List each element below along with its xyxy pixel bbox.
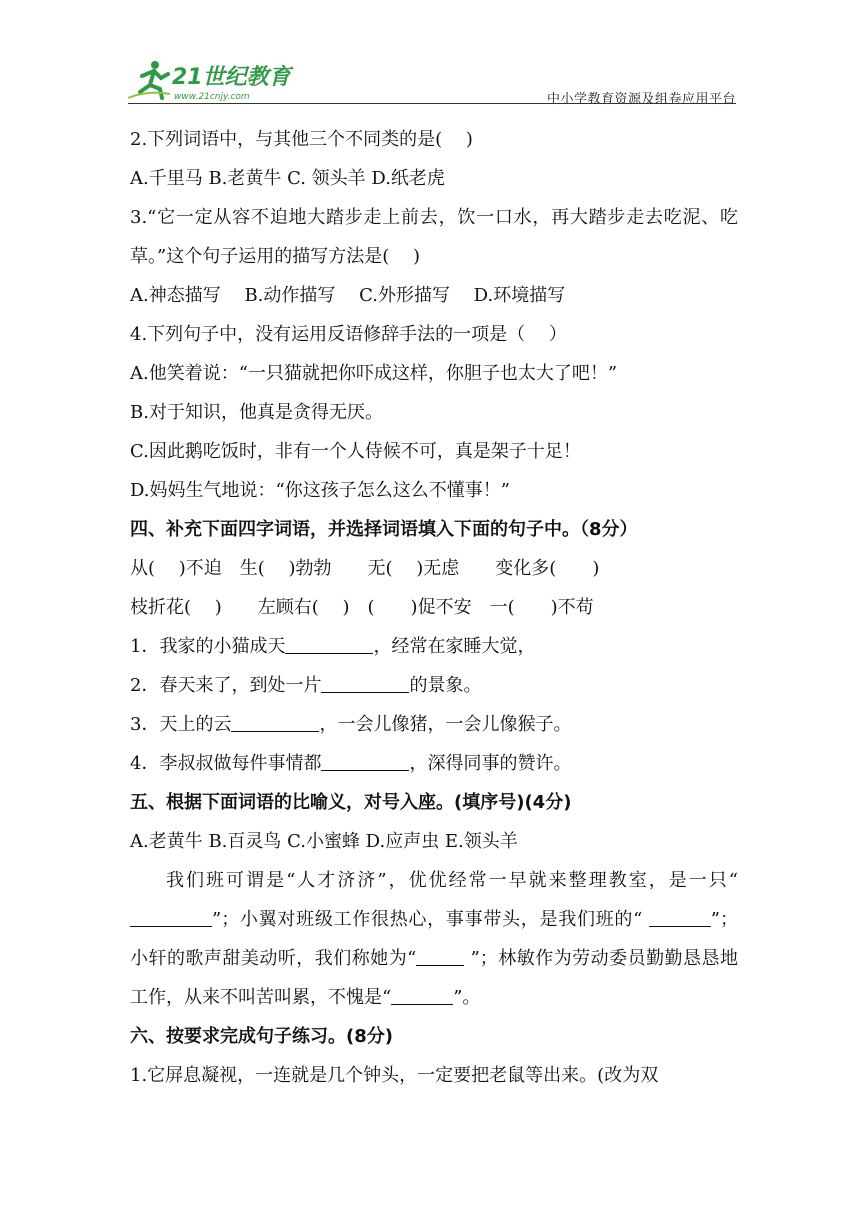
section-4-sentence-2: 2．春天来了，到处一片 的景象。 xyxy=(130,666,738,705)
answer-blank[interactable] xyxy=(285,633,373,654)
section-4-words-row2: 枝折花( ) 左顾右( ) ( )促不安 一( )不苟 xyxy=(130,597,594,618)
section-6-title: 六、按要求完成句子练习。(8分) xyxy=(130,1026,393,1047)
logo-text: 21世纪教育 xyxy=(172,65,291,90)
answer-blank[interactable] xyxy=(649,906,711,927)
logo-url: www.21cnjy.com xyxy=(174,92,250,102)
header-platform-text: 中小学教育资源及组卷应用平台 xyxy=(546,92,736,107)
section-5-paragraph: 我们班可谓是“人才济济”，优优经常一早就来整理教室，是一只“”；小翼对班级工作很热心，事事带头，是我们班的“ ”；小轩的歌声甜美动听，我们称她为“ ”；林敏作为劳动委员勤勤恳恳地工作，从来不叫苦叫累，不愧是“ ”。 xyxy=(130,870,738,1008)
section-4-title: 四、补充下面四字词语，并选择词语填入下面的句子中。（8分） xyxy=(130,519,638,540)
section-4-sentence-3: 3．天上的云 ，一会儿像猪，一会儿像猴子。 xyxy=(130,705,738,744)
answer-blank[interactable] xyxy=(321,672,409,693)
page-header xyxy=(128,56,736,106)
logo-21cnjy xyxy=(128,56,298,104)
answer-blank[interactable] xyxy=(416,945,464,966)
section-5-options: A.老黄牛 B.百灵鸟 C.小蜜蜂 D.应声虫 E.领头羊 xyxy=(130,831,518,852)
section-4-words-row1: 从( )不迫 生( )勃勃 无( )无虑 变化多( ) xyxy=(130,558,600,579)
header-divider xyxy=(128,103,736,104)
q4-option-a: A.他笑着说：“一只猫就把你吓成这样，你胆子也太大了吧！” xyxy=(130,363,618,384)
answer-blank[interactable] xyxy=(321,750,409,771)
section-4-sentence-1: 1．我家的小猫成天 ，经常在家睡大觉， xyxy=(130,627,738,666)
q4-option-b: B.对于知识，他真是贪得无厌。 xyxy=(130,402,383,423)
q2-options: A.千里马 B.老黄牛 C. 领头羊 D.纸老虎 xyxy=(130,168,445,189)
answer-blank[interactable] xyxy=(391,984,453,1005)
q3-stem: 3.“它一定从容不迫地大踏步走上前去，饮一口水，再大踏步走去吃泥、吃草。”这个句子运用的描写方法是( ) xyxy=(130,207,738,267)
exam-content xyxy=(130,120,738,1095)
q4-option-c: C.因此鹅吃饭时，非有一个人侍候不可，真是架子十足！ xyxy=(130,441,581,462)
section-5-title: 五、根据下面词语的比喻义，对号入座。(填序号)(4分) xyxy=(130,792,572,813)
q2-stem: 2.下列词语中，与其他三个不同类的是( ) xyxy=(130,129,473,150)
section-6-q1: 1.它屏息凝视，一连就是几个钟头，一定要把老鼠等出来。(改为双 xyxy=(130,1065,659,1086)
q4-option-d: D.妈妈生气地说：“你这孩子怎么这么不懂事！” xyxy=(130,480,510,501)
q4-stem: 4.下列句子中，没有运用反语修辞手法的一项是（ ） xyxy=(130,324,567,345)
section-4-sentence-4: 4．李叔叔做每件事情都 ，深得同事的赞许。 xyxy=(130,744,738,783)
answer-blank[interactable] xyxy=(231,711,319,732)
q3-options: A.神态描写 B.动作描写 C.外形描写 D.环境描写 xyxy=(130,285,566,306)
answer-blank[interactable] xyxy=(130,906,212,927)
running-figure-icon xyxy=(128,61,170,98)
